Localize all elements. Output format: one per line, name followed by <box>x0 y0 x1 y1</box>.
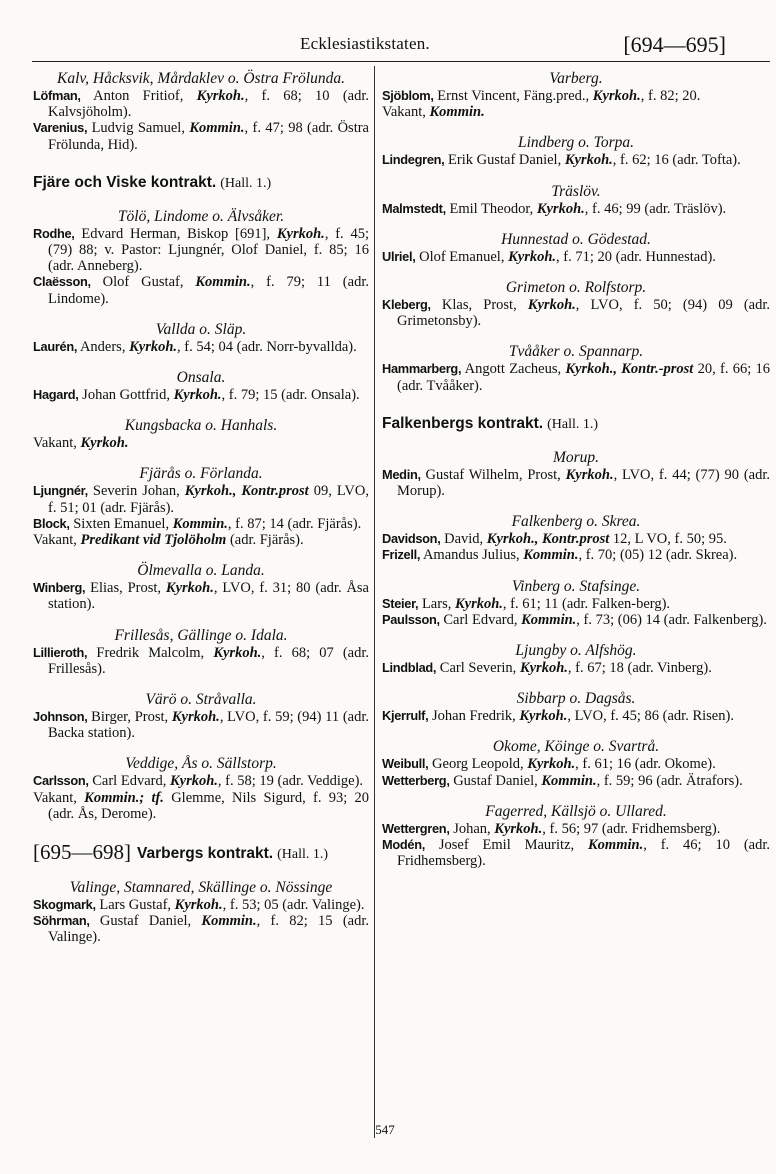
clergy-entry <box>33 483 369 515</box>
clergy-entry <box>382 249 770 265</box>
clergy-entry <box>33 120 369 152</box>
entry-text: David, <box>440 531 487 548</box>
person-name: Varenius, <box>33 120 88 136</box>
entry-details: (adr. Fjärås). <box>226 532 304 549</box>
clergy-entry <box>382 612 770 628</box>
clergy-entry <box>382 88 770 104</box>
clergy-entry <box>33 790 369 822</box>
clergy-entry <box>382 708 770 724</box>
entry-text: Ernst Vincent, Fäng.pred., <box>433 88 593 104</box>
entry-details: , f. 54; 04 (adr. Norr-byvallda). <box>177 338 357 355</box>
office-title: Kommin. <box>588 837 644 854</box>
clergy-entry <box>382 104 770 120</box>
entry-text: Carl Severin, <box>436 660 520 677</box>
office-title: Kyrkoh. <box>80 435 129 452</box>
entry-details: , f. 67; 18 (adr. Vinberg). <box>567 660 712 677</box>
office-title: Kyrkoh. <box>527 756 576 773</box>
person-name: Block, <box>33 515 70 531</box>
clergy-entry <box>382 773 770 789</box>
clergy-entry <box>33 88 369 120</box>
person-name: Frizell, <box>382 547 421 563</box>
person-name: Lillieroth, <box>33 644 88 660</box>
entry-details: 09, LVO, f. 51; 01 (adr. Fjärås). <box>48 483 369 516</box>
entry-text: Sixten Emanuel, <box>69 515 173 532</box>
clergy-entry <box>33 913 369 945</box>
entry-details: , f. 73; (06) 14 (adr. Falkenberg). <box>576 611 767 628</box>
person-name: Ljungnér, <box>33 483 88 499</box>
clergy-entry <box>382 152 770 168</box>
parish-heading: Lindberg o. Torpa. <box>518 134 634 152</box>
parish-heading: Fagerred, Källsjö o. Ullared. <box>485 802 667 820</box>
office-title: Kyrkoh. <box>174 897 223 914</box>
entry-text: Carl Edvard, <box>439 611 522 628</box>
clergy-entry <box>33 709 369 741</box>
clergy-entry <box>33 897 369 913</box>
parish-heading: Falkenberg o. Skrea. <box>511 513 641 531</box>
entry-text: Georg Leopold, <box>428 756 528 773</box>
clergy-entry <box>33 773 369 789</box>
clergy-entry <box>382 531 770 547</box>
parish-heading: Värö o. Stråvalla. <box>145 691 257 709</box>
clergy-entry <box>33 516 369 532</box>
person-name: Winberg, <box>33 580 86 596</box>
right-column <box>382 70 770 869</box>
parish-heading: Fjärås o. Förlanda. <box>139 465 263 483</box>
entry-details: , f. 47; 98 (adr. Östra Frölunda, Hid). <box>48 120 369 153</box>
office-title: Kommin. <box>172 515 228 532</box>
entry-details: , f. 82; 20. <box>640 88 701 104</box>
office-title: Kyrkoh. <box>592 88 641 104</box>
office-title: Kyrkoh. <box>129 338 178 355</box>
entry-details: , LVO, f. 44; (77) 90 (adr. Morup). <box>397 466 770 500</box>
parish-heading: Valinge, Stamnared, Skällinge o. Nössinge <box>69 879 333 897</box>
office-title: Kyrkoh. <box>173 387 222 404</box>
entry-text: Gustaf Daniel, <box>89 913 202 930</box>
office-title: Kyrkoh. <box>527 297 576 314</box>
person-name: Löfman, <box>33 88 81 103</box>
office-title: Kyrkoh., Kontr.prost <box>184 483 309 500</box>
person-name: Ulriel, <box>382 248 416 264</box>
clergy-entry <box>382 837 770 869</box>
office-title: Kommin. <box>521 611 577 628</box>
entry-text: Olof Gustaf, <box>90 274 196 291</box>
person-name: Lindblad, <box>382 660 437 676</box>
office-title: Kommin. <box>429 104 485 121</box>
clergy-entry <box>382 361 770 393</box>
clergy-entry <box>33 532 369 548</box>
person-name: Hammarberg, <box>382 361 462 377</box>
entry-text: Josef Emil Mauritz, <box>424 837 589 854</box>
office-title: Kyrkoh. <box>519 708 568 725</box>
entry-details: , f. 58; 19 (adr. Veddige). <box>217 773 364 790</box>
person-name: Davidson, <box>382 531 441 547</box>
office-title: Kyrkoh. <box>519 660 568 677</box>
clergy-entry <box>33 435 369 451</box>
kontrakt-diocese: (Hall. 1.) <box>547 416 599 432</box>
parish-heading: Grimeton o. Rolfstorp. <box>505 279 647 297</box>
entry-text: Lars, <box>418 595 455 612</box>
entry-text: Severin Johan, <box>87 483 185 500</box>
column-divider <box>374 66 375 1138</box>
parish-heading: Träslöv. <box>551 182 601 200</box>
entry-text: Edvard Herman, Biskop [691], <box>74 225 277 242</box>
entry-text: Johan, <box>449 820 495 837</box>
person-name: Kjerrulf, <box>382 708 429 724</box>
running-head <box>0 34 776 62</box>
clergy-entry <box>382 756 770 772</box>
parish-heading: Ljungby o. Alfshög. <box>515 642 637 660</box>
page-range: [694—695] <box>623 32 726 57</box>
person-name: Weibull, <box>382 756 429 772</box>
parish-heading: Vallda o. Släp. <box>155 320 247 338</box>
parish-heading: Frillesås, Gällinge o. Idala. <box>114 626 288 644</box>
entry-text: Amandus Julius, <box>420 547 524 564</box>
entry-details: , f. 82; 15 (adr. Valinge). <box>48 913 370 946</box>
entry-text: Fredrik Malcolm, <box>87 644 214 661</box>
entry-text: Anton Fritiof, <box>80 88 197 104</box>
entry-text: Carl Edvard, <box>88 773 170 790</box>
office-title: Predikant vid Tjolöholm <box>80 532 227 549</box>
office-title: Kyrkoh., Kontr.prost <box>486 531 610 548</box>
running-head-title: Ecklesiastikstaten. <box>300 34 430 53</box>
office-title: Kyrkoh. <box>536 200 585 217</box>
entry-details: 20, f. 66; 16 (adr. Tvååker). <box>397 361 770 394</box>
person-name: Lindegren, <box>382 152 445 168</box>
entry-details: , f. 59; 96 (adr. Ätrafors). <box>596 772 743 789</box>
entry-text: Klas, Prost, <box>430 297 528 314</box>
parish-heading: Kalv, Håcksvik, Mårdaklev o. Östra Frölunda. <box>57 70 345 87</box>
entry-text: Anders, <box>77 338 130 355</box>
kontrakt-number: [695—698] <box>33 840 131 865</box>
clergy-entry <box>33 387 369 403</box>
entry-details: , f. 53; 05 (adr. Valinge). <box>222 897 365 914</box>
person-name: Wetterberg, <box>382 772 450 788</box>
office-title: Kyrkoh. <box>276 225 325 242</box>
clergy-entry <box>382 821 770 837</box>
parish-heading: Veddige, Ås o. Sällstorp. <box>125 755 277 773</box>
entry-details: Glemme, Nils Sigurd, f. 93; 20 (adr. Ås, Derome). <box>48 789 369 822</box>
clergy-entry <box>33 645 369 677</box>
person-name: Medin, <box>382 466 421 482</box>
left-column <box>33 70 369 946</box>
entry-details: , f. 46; 99 (adr. Träslöv). <box>584 200 727 217</box>
entry-details: , f. 56; 97 (adr. Fridhemsberg). <box>542 820 721 837</box>
entry-details: , f. 61; 11 (adr. Falken-berg). <box>502 595 671 612</box>
clergy-entry <box>382 467 770 499</box>
kontrakt-diocese: (Hall. 1.) <box>277 847 329 863</box>
header-rule <box>32 61 770 62</box>
kontrakt-heading <box>33 842 369 865</box>
office-title: Kyrkoh. <box>494 820 543 837</box>
person-name: Paulsson, <box>382 611 440 627</box>
person-name: Johnson, <box>33 709 88 725</box>
kontrakt-name: Varbergs kontrakt. <box>137 845 274 863</box>
entry-text: Vakant, <box>33 789 85 806</box>
parish-heading: Okome, Köinge o. Svartrå. <box>492 738 660 756</box>
person-name: Skogmark, <box>33 897 96 913</box>
office-title: Kommin.; tf. <box>84 789 164 806</box>
entry-details: , f. 70; (05) 12 (adr. Skrea). <box>578 547 738 564</box>
person-name: Söhrman, <box>33 913 90 929</box>
office-title: Kyrkoh. <box>213 644 262 661</box>
clergy-entry <box>382 596 770 612</box>
entry-details: , f. 45; (79) 88; v. Pastor: Ljungnér, Olof Daniel, f. 85; 16 (adr. Anneberg). <box>48 225 370 275</box>
entry-details: , f. 87; 14 (adr. Fjärås). <box>227 515 362 532</box>
kontrakt-diocese: (Hall. 1.) <box>220 175 272 191</box>
office-title: Kommin. <box>541 772 597 789</box>
clergy-entry <box>33 226 369 275</box>
office-title: Kyrkoh. <box>565 466 614 483</box>
parish-heading: Sibbarp o. Dagsås. <box>516 690 636 708</box>
parish-heading: Varberg. <box>549 70 603 87</box>
parish-heading: Vinberg o. Stafsinge. <box>511 577 641 595</box>
office-title: Kyrkoh. <box>454 595 503 612</box>
office-title: Kommin. <box>195 274 251 291</box>
entry-details: , f. 61; 16 (adr. Okome). <box>575 756 716 773</box>
clergy-entry <box>33 339 369 355</box>
person-name: Hagard, <box>33 387 79 403</box>
entry-text: Johan Gottfrid, <box>78 387 174 404</box>
office-title: Kyrkoh. <box>171 709 220 726</box>
kontrakt-heading <box>382 414 770 435</box>
person-name: Rodhe, <box>33 225 75 241</box>
parish-heading: Tvååker o. Spannarp. <box>508 343 644 361</box>
person-name: Modén, <box>382 837 425 853</box>
person-name: Laurén, <box>33 338 78 354</box>
entry-text: Birger, Prost, <box>87 709 172 726</box>
entry-text: Vakant, <box>382 104 430 121</box>
entry-text: Ludvig Samuel, <box>87 120 190 137</box>
entry-details: , LVO, f. 59; (94) 11 (adr. Backa station). <box>48 709 369 742</box>
clergy-entry <box>382 547 770 563</box>
office-title: Kyrkoh. <box>508 248 557 265</box>
person-name: Steier, <box>382 595 419 611</box>
office-title: Kyrkoh. <box>564 152 613 169</box>
clergy-entry <box>382 297 770 329</box>
office-title: Kommin. <box>189 120 245 137</box>
clergy-entry <box>382 201 770 217</box>
entry-details: , f. 79; 15 (adr. Onsala). <box>221 387 360 404</box>
kontrakt-name: Falkenbergs kontrakt. <box>382 414 544 432</box>
entry-text: Erik Gustaf Daniel, <box>444 152 565 169</box>
parish-heading: Onsala. <box>176 369 226 387</box>
parish-heading: Tölö, Lindome o. Älvsåker. <box>117 207 285 225</box>
entry-details: , f. 68; 10 (adr. Kalvsjöholm). <box>48 88 370 121</box>
entry-details: , f. 68; 07 (adr. Frillesås). <box>48 644 369 677</box>
page-number: 547 <box>375 1122 395 1137</box>
kontrakt-name: Fjäre och Viske kontrakt. <box>33 173 217 191</box>
entry-text: Angott Zacheus, <box>461 361 566 378</box>
entry-text: Elias, Prost, <box>85 580 166 597</box>
entry-text: Gustaf Wilhelm, Prost, <box>420 466 566 483</box>
person-name: Sjöblom, <box>382 88 434 103</box>
kontrakt-heading <box>33 173 369 194</box>
entry-details: , f. 62; 16 (adr. Tofta). <box>612 152 741 169</box>
person-name: Kleberg, <box>382 297 431 313</box>
entry-details: , LVO, f. 50; (94) 09 (adr. Grimetonsby). <box>397 297 770 330</box>
entry-details: , LVO, f. 31; 80 (adr. Åsa station). <box>48 580 369 613</box>
parish-heading: Morup. <box>552 448 600 466</box>
entry-text: Gustaf Daniel, <box>449 772 542 789</box>
clergy-entry <box>33 580 369 612</box>
entry-details: 12, L VO, f. 50; 95. <box>609 531 727 548</box>
office-title: Kyrkoh. <box>169 773 218 790</box>
parish-heading: Hunnestad o. Gödestad. <box>501 230 651 248</box>
entry-details: , f. 46; 10 (adr. Fridhemsberg). <box>397 837 770 870</box>
person-name: Carlsson, <box>33 773 89 789</box>
office-title: Kommin. <box>523 547 579 564</box>
entry-text: Lars Gustaf, <box>95 897 175 914</box>
office-title: Kommin. <box>201 913 257 930</box>
entry-details: , f. 71; 20 (adr. Hunnestad). <box>556 248 716 265</box>
entry-text: Johan Fredrik, <box>428 708 520 725</box>
entry-text: Olof Emanuel, <box>415 248 509 265</box>
parish-heading: Ölmevalla o. Landa. <box>137 562 265 580</box>
person-name: Claësson, <box>33 274 91 290</box>
person-name: Wettergren, <box>382 820 450 836</box>
entry-details: , f. 79; 11 (adr. Lindome). <box>48 274 369 307</box>
person-name: Malmstedt, <box>382 200 446 216</box>
clergy-entry <box>382 660 770 676</box>
office-title: Kyrkoh., Kontr.-prost <box>565 361 694 378</box>
entry-text: Vakant, <box>33 532 81 549</box>
office-title: Kyrkoh. <box>165 580 214 597</box>
office-title: Kyrkoh. <box>196 88 245 104</box>
entry-text: Vakant, <box>33 435 81 452</box>
entry-details: , LVO, f. 45; 86 (adr. Risen). <box>567 708 734 725</box>
entry-text: Emil Theodor, <box>445 200 537 217</box>
clergy-entry <box>33 274 369 306</box>
parish-heading: Kungsbacka o. Hanhals. <box>124 417 278 435</box>
